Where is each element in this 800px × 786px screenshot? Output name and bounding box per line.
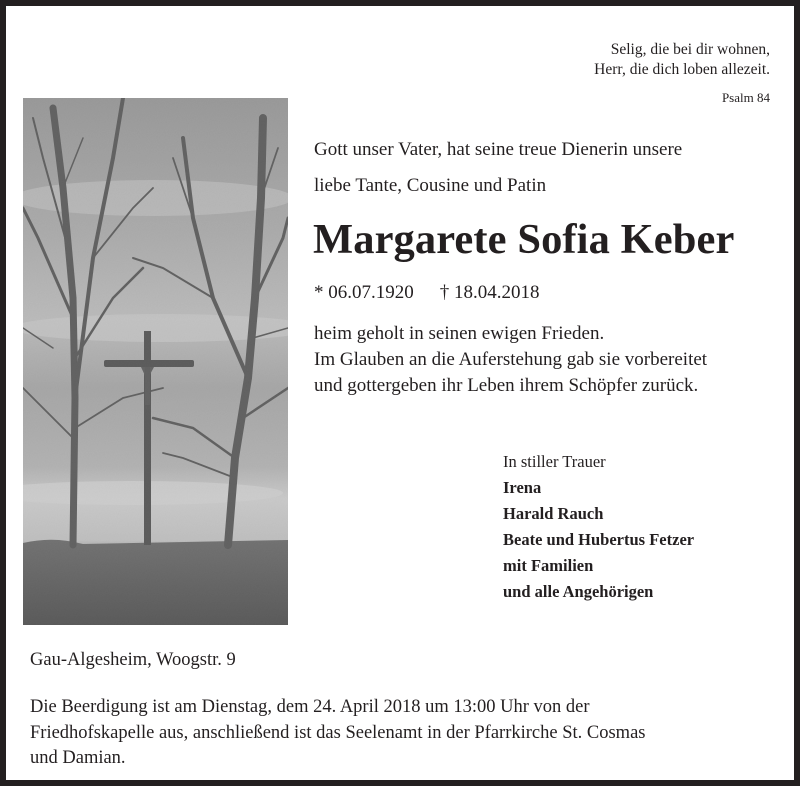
mourners-block — [503, 449, 694, 605]
mourners-heading: In stiller Trauer — [503, 452, 606, 471]
intro-line: Gott unser Vater, hat seine treue Dienerin unsere — [314, 139, 683, 160]
psalm-quote-line: Selig, die bei dir wohnen, — [610, 41, 770, 58]
life-dates — [314, 282, 540, 304]
body-line: heim geholt in seinen ewigen Frieden. — [314, 323, 605, 344]
funeral-info — [30, 695, 790, 772]
mourner-name: Beate und Hubertus Fetzer — [503, 530, 695, 549]
deceased-name: Margarete Sofia Keber — [313, 216, 735, 263]
psalm-source: Psalm 84 — [721, 90, 770, 105]
address: Gau-Algesheim, Woogstr. 9 — [30, 650, 236, 670]
mourner-name: mit Familien — [503, 556, 594, 575]
funeral-line: und Damian. — [30, 748, 126, 768]
mourner-name: Harald Rauch — [503, 504, 604, 523]
intro-line: liebe Tante, Cousine und Patin — [314, 175, 547, 196]
psalm-quote — [594, 40, 770, 79]
death-date: † 18.04.2018 — [439, 282, 540, 303]
birth-date: * 06.07.1920 — [314, 282, 414, 303]
funeral-line: Friedhofskapelle aus, anschließend ist das Seelenamt in der Pfarrkirche St. Cosmas — [30, 722, 646, 743]
psalm-quote-line: Herr, die dich loben allezeit. — [594, 60, 770, 78]
body-text — [314, 321, 707, 399]
body-line: Im Glauben an die Auferstehung gab sie vorbereitet — [314, 349, 708, 370]
mourner-name: und alle Angehörigen — [503, 582, 654, 601]
body-line: und gottergeben ihr Leben ihrem Schöpfer zurück. — [314, 375, 699, 396]
funeral-line: Die Beerdigung ist am Dienstag, dem 24. April 2018 um 13:00 Uhr von der — [30, 697, 590, 717]
crucifix-trees-image-icon — [23, 98, 288, 625]
intro-text — [314, 132, 682, 204]
crucifix-photo — [23, 98, 288, 625]
mourner-name: Irena — [503, 478, 542, 497]
